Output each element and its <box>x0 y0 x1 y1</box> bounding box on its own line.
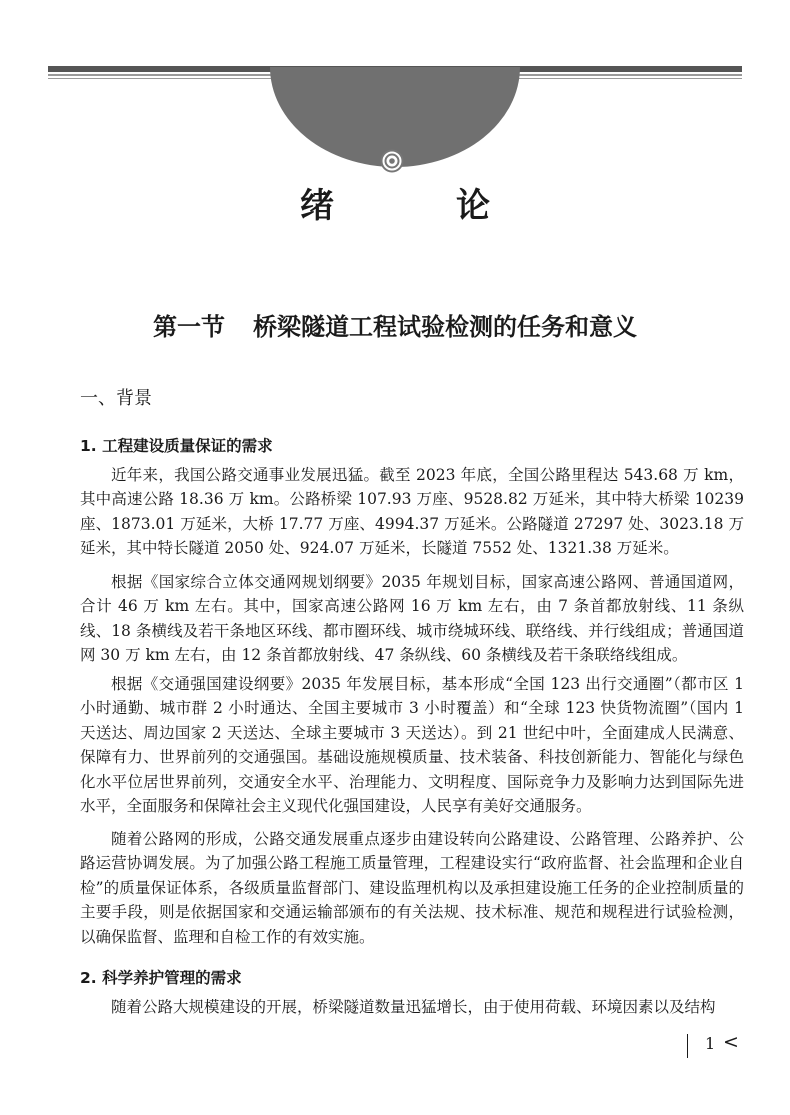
page-arrow-icon: < <box>723 1031 739 1053</box>
paragraph: 近年来，我国公路交通事业发展迅猛。截至 2023 年底，全国公路里程达 543.68 万 km，其中高速公路 18.36 万 km。公路桥梁 107.93 万座、9528.82 万延米，其中特大桥梁 10239 座、1873.01 万延米，大桥 17.77 万座、4994.37 万延米。公路隧道 27297 处、3023.18 万延米，其中特长隧道 2050 处、924.07 万延米，长隧道 7552 处、1321.38 万延米。 <box>80 466 744 558</box>
section-number: 第一节 <box>153 312 225 341</box>
section-title <box>0 307 790 342</box>
paragraph: 随着公路网的形成，公路交通发展重点逐步由建设转向公路建设、公路管理、公路养护、公路运营协调发展。为了加强公路工程施工质量管理，工程建设实行“政府监督、社会监理和企业自检”的质量保证体系，各级质量监督部门、建设监理机构以及承担建设施工任务的企业控制质量的主要手段，则是依据国家和交通运输部颁布的有关法规、技术标准、规范和规程进行试验检测，以确保监督、监理和自检工作的有效实施。 <box>80 830 744 946</box>
paragraph: 根据《国家综合立体交通网规划纲要》2035 年规划目标，国家高速公路网、普通国道网，合计 46 万 km 左右。其中，国家高速公路网 16 万 km 左右，由 7 条首都放射线、11 条纵线、18 条横线及若干条地区环线、都市圈环线、城市绕城环线、联络线、并行线组成；普通国道网 30 万 km 左右，由 12 条首都放射线、47 条纵线、60 条横线及若干条联络线组成。 <box>80 573 744 665</box>
footer-divider <box>687 1034 688 1058</box>
chapter-title: 绪 论 <box>300 186 534 226</box>
page-number: 1 <box>705 1034 716 1053</box>
subheading-quality-assurance: 1. 工程建设质量保证的需求 <box>80 437 273 455</box>
paragraph: 根据《交通强国建设纲要》2035 年发展目标，基本形成“全国 123 出行交通圈”（都市区 1 小时通勤、城市群 2 小时通达、全国主要城市 3 小时覆盖）和“全球 123 快货物流圈”（国内 1 天送达、周边国家 2 天送达、全球主要城市 3 天送达）。到 21 世纪中叶，全面建成人民满意、保障有力、世界前列的交通强国。基础设施规模质量、技术装备、科技创新能力、智能化与绿色化水平位居世界前列，交通安全水平、治理能力、文明程度、国际竞争力及影响力达到国际先进水平，全面服务和保障社会主义现代化强国建设，人民享有美好交通服务。 <box>80 675 744 816</box>
heading-background: 一、背景 <box>80 388 152 409</box>
subheading-maintenance: 2. 科学养护管理的需求 <box>80 969 242 987</box>
paragraph: 随着公路大规模建设的开展，桥梁隧道数量迅猛增长，由于使用荷载、环境因素以及结构 <box>111 998 716 1016</box>
target-ornament-icon <box>380 149 404 173</box>
section-title-text: 桥梁隧道工程试验检测的任务和意义 <box>253 312 637 341</box>
